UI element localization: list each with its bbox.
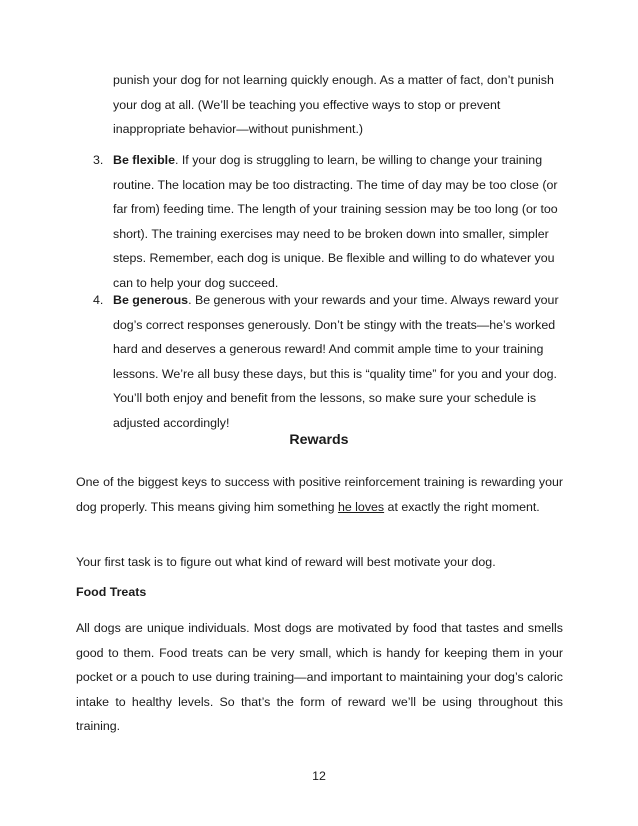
list-item-be-generous xyxy=(93,288,573,435)
list-number: 4. xyxy=(93,293,104,307)
list-item-be-flexible xyxy=(93,148,573,295)
underlined-phrase: he loves xyxy=(337,499,385,514)
list-term: Be flexible xyxy=(113,153,175,167)
section-heading-rewards: Rewards xyxy=(289,432,349,448)
rewards-paragraph-2: Your first task is to figure out what kind of reward will best motivate your dog. xyxy=(76,555,496,569)
continuation-paragraph: punish your dog for not learning quickly enough. As a matter of fact, don’t punish your dog at all. (We’ll be teaching you effective ways to stop or prevent inappropriate behavior—without punishment.) xyxy=(113,73,554,136)
food-treats-paragraph: All dogs are unique individuals. Most dogs are motivated by food that tastes and smells good to them. Food treats can be very small, which is handy for keeping them in your pocket or a pouch to use during training—and important to maintaining your dog’s caloric intake to healthy levels. So that’s the form of reward we’ll be using throughout this training. xyxy=(76,621,563,733)
page-number: 12 xyxy=(312,769,326,783)
list-item-body xyxy=(113,288,573,435)
rewards-paragraph-1 xyxy=(76,470,563,519)
list-text: . If your dog is struggling to learn, be willing to change your training routine. The location may be too distracting. The time of day may be too close (or far from) feeding time. The length of your training session may be too long (or too short). The training exercises may need to be broken down into smaller, simpler steps. Remember, each dog is unique. Be flexible and willing to do whatever you can to help your dog succeed. xyxy=(113,153,558,290)
subheading-food-treats: Food Treats xyxy=(76,585,147,599)
list-item-body xyxy=(113,148,573,295)
list-term: Be generous xyxy=(113,293,189,307)
rewards-text-after: at exactly the right moment. xyxy=(384,499,540,514)
rewards-text-before: One of the biggest keys to success with positive reinforcement training is rewarding your dog properly. This means giving him something xyxy=(76,475,563,514)
list-text: . Be generous with your rewards and your time. Always reward your dog’s correct responses generously. Don’t be stingy with the treats—he’s worked hard and deserves a generous reward! And commit ample time to your training lessons. We’re all busy these days, but this is “quality time” for you and your dog. You’ll both enjoy and benefit from the lessons, so make sure your schedule is adjusted accordingly! xyxy=(113,293,559,430)
list-number: 3. xyxy=(93,153,104,167)
